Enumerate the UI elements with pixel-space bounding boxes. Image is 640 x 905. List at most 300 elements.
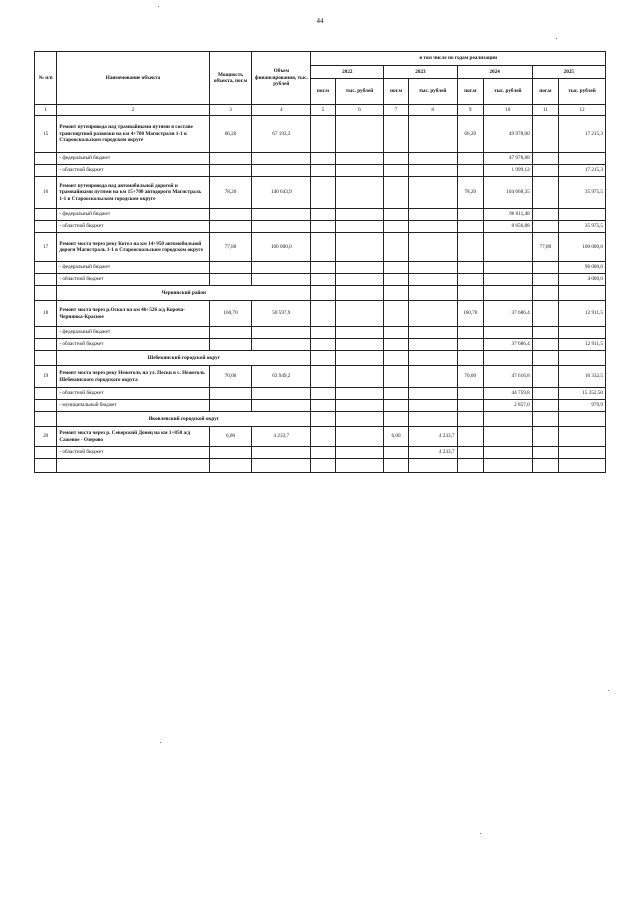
empty-cell [311, 459, 335, 473]
scan-speck [160, 742, 161, 743]
scan-speck [480, 833, 481, 834]
amount-2022-cell [335, 165, 384, 177]
amount-2022-cell [335, 221, 384, 233]
capacity-cell [209, 388, 252, 400]
length-2025-cell [532, 274, 558, 286]
amount-2025-cell [559, 327, 606, 339]
length-2023-cell [384, 339, 408, 351]
amount-2024-cell [483, 274, 532, 286]
object-name: Ремонт моста через реку Котел на км 14+950 автомобильной дороги Магистраль 1-1 в Старооскольском городском округе [57, 233, 209, 262]
header-by-years: в том числе по годам реализации [311, 52, 606, 66]
section-num-cell [35, 412, 57, 427]
row-number: 20 [35, 427, 57, 447]
length-2024-cell: 66,20 [457, 116, 483, 153]
length-2022-cell [311, 221, 335, 233]
amount-2025-cell: 12 911,5 [559, 301, 606, 327]
length-2024-cell [457, 388, 483, 400]
amount-2022-cell [335, 116, 384, 153]
empty-cell [559, 412, 606, 427]
column-number: 4 [252, 105, 311, 116]
length-2023-cell [384, 366, 408, 388]
header-unit-m: пог.м [311, 79, 335, 105]
amount-2022-cell [335, 388, 384, 400]
object-row [35, 366, 606, 388]
column-number: 11 [532, 105, 558, 116]
scan-speck [608, 690, 609, 691]
length-2025-cell [532, 209, 558, 221]
capacity-cell: 70,00 [209, 366, 252, 388]
length-2023-cell [384, 116, 408, 153]
amount-2024-cell: 37 686,4 [483, 339, 532, 351]
amount-2024-cell: 44 759,8 [483, 388, 532, 400]
table-body [35, 116, 606, 473]
length-2023-cell [384, 447, 408, 459]
object-name: Ремонт моста через р. Северский Донец на км 1+850 а/д Саженое - Озерово [57, 427, 209, 447]
length-2022-cell [311, 209, 335, 221]
column-number: 9 [457, 105, 483, 116]
column-number: 8 [408, 105, 457, 116]
length-2025-cell [532, 301, 558, 327]
amount-2024-cell: 1 999,12 [483, 165, 532, 177]
length-2025-cell [532, 366, 558, 388]
empty-cell [335, 351, 384, 366]
row-number [35, 153, 57, 165]
length-2025-cell [532, 153, 558, 165]
amount-2025-cell: 35 975,5 [559, 177, 606, 209]
length-2025-cell [532, 221, 558, 233]
header-capacity: Мощность объекта, пог.м [209, 52, 252, 105]
row-number [35, 165, 57, 177]
length-2022-cell [311, 165, 335, 177]
total-cell [252, 339, 311, 351]
amount-2025-cell: 17 215,3 [559, 165, 606, 177]
empty-cell [457, 286, 483, 301]
amount-2024-cell [483, 427, 532, 447]
empty-cell [209, 459, 252, 473]
object-name: Ремонт путепровода над трамвайными путями в составе транспортной развязки на км 4+700 Магистрали 1-1 в Старооскольском городском округе [57, 116, 209, 153]
capacity-cell [209, 339, 252, 351]
row-number [35, 447, 57, 459]
amount-2022-cell [335, 233, 384, 262]
object-row [35, 301, 606, 327]
capacity-cell: 6,00 [209, 427, 252, 447]
length-2023-cell [384, 165, 408, 177]
amount-2024-cell: 49 978,00 [483, 116, 532, 153]
empty-cell [483, 351, 532, 366]
empty-cell [483, 412, 532, 427]
length-2023-cell [384, 233, 408, 262]
header-unit-rub: тыс. рублей [483, 79, 532, 105]
amount-2024-cell: 47 978,88 [483, 153, 532, 165]
length-2022-cell [311, 388, 335, 400]
capacity-cell: 160,70 [209, 301, 252, 327]
length-2025-cell [532, 447, 558, 459]
total-cell [252, 165, 311, 177]
length-2023-cell [384, 177, 408, 209]
length-2022-cell [311, 400, 335, 412]
capacity-cell [209, 262, 252, 274]
empty-cell [532, 286, 558, 301]
amount-2024-cell: 37 686,4 [483, 301, 532, 327]
total-cell [252, 153, 311, 165]
amount-2023-cell [408, 400, 457, 412]
row-number [35, 262, 57, 274]
length-2023-cell [384, 262, 408, 274]
total-cell [252, 388, 311, 400]
length-2022-cell [311, 262, 335, 274]
funding-source-name: - федеральный бюджет [57, 262, 209, 274]
column-number: 6 [335, 105, 384, 116]
amount-2022-cell [335, 339, 384, 351]
amount-2024-cell [483, 262, 532, 274]
header-year: 2024 [457, 66, 532, 79]
column-number: 12 [559, 105, 606, 116]
length-2023-cell [384, 153, 408, 165]
length-2022-cell [311, 233, 335, 262]
empty-cell [457, 412, 483, 427]
length-2023-cell [384, 209, 408, 221]
amount-2024-cell [483, 447, 532, 459]
amount-2022-cell [335, 274, 384, 286]
row-number [35, 327, 57, 339]
funding-source-name: - областной бюджет [57, 221, 209, 233]
length-2022-cell [311, 447, 335, 459]
row-number [35, 274, 57, 286]
amount-2023-cell [408, 177, 457, 209]
empty-cell [408, 286, 457, 301]
amount-2022-cell [335, 301, 384, 327]
amount-2023-cell [408, 274, 457, 286]
header-unit-rub: тыс. рублей [408, 79, 457, 105]
scan-speck [556, 38, 557, 39]
header-year: 2022 [311, 66, 384, 79]
funding-source-row [35, 209, 606, 221]
capacity-cell [209, 400, 252, 412]
length-2022-cell [311, 327, 335, 339]
length-2024-cell [457, 274, 483, 286]
amount-2022-cell [335, 327, 384, 339]
length-2024-cell [457, 400, 483, 412]
length-2023-cell: 6,00 [384, 427, 408, 447]
length-2025-cell [532, 400, 558, 412]
capacity-cell: 66,20 [209, 116, 252, 153]
column-number: 1 [35, 105, 57, 116]
empty-cell [559, 351, 606, 366]
length-2024-cell: 78,20 [457, 177, 483, 209]
column-number-row [35, 105, 606, 116]
section-num-cell [35, 286, 57, 301]
header-year: 2025 [532, 66, 605, 79]
funding-source-row [35, 221, 606, 233]
capacity-cell [209, 274, 252, 286]
length-2023-cell [384, 327, 408, 339]
amount-2024-cell: 104 668,35 [483, 177, 532, 209]
empty-cell [408, 412, 457, 427]
row-number: 16 [35, 177, 57, 209]
section-num-cell [35, 351, 57, 366]
empty-cell [384, 351, 408, 366]
length-2024-cell: 70,00 [457, 366, 483, 388]
amount-2022-cell [335, 427, 384, 447]
row-number [35, 209, 57, 221]
amount-2022-cell [335, 262, 384, 274]
capacity-cell: 77,80 [209, 233, 252, 262]
object-name: Ремонт моста через реку Нежеголь на ул. Пески в с. Нежеголь Шебекинского городского округа [57, 366, 209, 388]
capacity-cell: 78,20 [209, 177, 252, 209]
length-2024-cell [457, 262, 483, 274]
header-unit-rub: тыс. рублей [335, 79, 384, 105]
amount-2025-cell: 96 000,0 [559, 262, 606, 274]
empty-cell [335, 412, 384, 427]
length-2022-cell [311, 301, 335, 327]
amount-2023-cell [408, 221, 457, 233]
object-row [35, 427, 606, 447]
header-object-name: Наименование объекта [57, 52, 209, 105]
funding-source-name: - федеральный бюджет [57, 209, 209, 221]
amount-2025-cell: 35 975,5 [559, 221, 606, 233]
amount-2022-cell [335, 177, 384, 209]
length-2022-cell [311, 427, 335, 447]
capacity-cell [209, 165, 252, 177]
amount-2025-cell: 16 332,5 [559, 366, 606, 388]
amount-2023-cell [408, 339, 457, 351]
row-number [35, 400, 57, 412]
header-unit-m: пог.м [532, 79, 558, 105]
total-cell: 63 949,2 [252, 366, 311, 388]
length-2024-cell: 160,70 [457, 301, 483, 327]
financing-table [34, 51, 606, 473]
empty-cell [384, 459, 408, 473]
object-name: Ремонт моста через р.Оскол на км 46+526 а/д Короча-Чернянка-Красное [57, 301, 209, 327]
empty-cell [35, 459, 57, 473]
column-number: 7 [384, 105, 408, 116]
total-cell [252, 327, 311, 339]
amount-2024-cell: 96 011,48 [483, 209, 532, 221]
length-2025-cell [532, 116, 558, 153]
empty-cell [483, 286, 532, 301]
length-2024-cell [457, 447, 483, 459]
length-2022-cell [311, 339, 335, 351]
total-cell: 67 193,3 [252, 116, 311, 153]
row-number [35, 339, 57, 351]
section-title: Шебекинский городской округ [57, 351, 311, 366]
funding-source-name: - муниципальный бюджет [57, 400, 209, 412]
funding-source-row [35, 388, 606, 400]
length-2023-cell [384, 400, 408, 412]
empty-cell [311, 351, 335, 366]
length-2022-cell [311, 366, 335, 388]
length-2022-cell [311, 274, 335, 286]
scan-speck [158, 6, 159, 7]
funding-source-row [35, 153, 606, 165]
capacity-cell [209, 327, 252, 339]
amount-2024-cell: 47 616,8 [483, 366, 532, 388]
empty-cell [384, 412, 408, 427]
funding-source-name: - областной бюджет [57, 165, 209, 177]
amount-2024-cell: 8 656,88 [483, 221, 532, 233]
empty-cell [408, 459, 457, 473]
amount-2025-cell: 100 000,0 [559, 233, 606, 262]
length-2025-cell [532, 262, 558, 274]
column-number: 5 [311, 105, 335, 116]
amount-2024-cell [483, 327, 532, 339]
funding-source-row [35, 274, 606, 286]
total-cell: 100 000,0 [252, 233, 311, 262]
amount-2023-cell [408, 262, 457, 274]
column-number: 3 [209, 105, 252, 116]
header-unit-m: пог.м [384, 79, 408, 105]
total-cell [252, 209, 311, 221]
length-2022-cell [311, 153, 335, 165]
empty-cell [335, 286, 384, 301]
length-2022-cell [311, 177, 335, 209]
total-cell [252, 221, 311, 233]
funding-source-name: - областной бюджет [57, 447, 209, 459]
total-cell [252, 274, 311, 286]
amount-2025-cell [559, 153, 606, 165]
length-2023-cell [384, 301, 408, 327]
length-2023-cell [384, 274, 408, 286]
object-row [35, 177, 606, 209]
empty-cell [57, 459, 209, 473]
amount-2023-cell [408, 388, 457, 400]
amount-2025-cell: 17 215,3 [559, 116, 606, 153]
section-row [35, 286, 606, 301]
object-name: Ремонт путепровода над автомобильной дорогой и трамвайными путями на км 15+700 автодороги Магистраль 1-1 в Старооскольском городском округе [57, 177, 209, 209]
empty-cell [559, 459, 606, 473]
length-2024-cell [457, 233, 483, 262]
capacity-cell [209, 209, 252, 221]
length-2024-cell [457, 427, 483, 447]
length-2025-cell [532, 165, 558, 177]
amount-2024-cell [483, 233, 532, 262]
object-row [35, 116, 606, 153]
length-2024-cell [457, 327, 483, 339]
section-row [35, 412, 606, 427]
total-cell [252, 400, 311, 412]
length-2025-cell [532, 388, 558, 400]
funding-source-name: - федеральный бюджет [57, 327, 209, 339]
amount-2023-cell [408, 116, 457, 153]
length-2025-cell [532, 427, 558, 447]
amount-2022-cell [335, 366, 384, 388]
capacity-cell [209, 221, 252, 233]
header-year: 2023 [384, 66, 457, 79]
length-2025-cell: 77,80 [532, 233, 558, 262]
empty-cell [384, 286, 408, 301]
empty-cell [532, 412, 558, 427]
row-number: 15 [35, 116, 57, 153]
amount-2022-cell [335, 153, 384, 165]
funding-source-row [35, 400, 606, 412]
length-2025-cell [532, 327, 558, 339]
length-2024-cell [457, 153, 483, 165]
column-number: 2 [57, 105, 209, 116]
amount-2025-cell: 15 352,50 [559, 388, 606, 400]
row-number [35, 388, 57, 400]
funding-source-row [35, 339, 606, 351]
empty-cell [311, 286, 335, 301]
length-2024-cell [457, 165, 483, 177]
empty-cell [457, 459, 483, 473]
header-num: № п/п [35, 52, 57, 105]
amount-2025-cell: 979,9 [559, 400, 606, 412]
funding-source-name: - федеральный бюджет [57, 153, 209, 165]
empty-cell [532, 459, 558, 473]
empty-cell [559, 286, 606, 301]
funding-source-row [35, 327, 606, 339]
page-number: 44 [316, 17, 324, 25]
funding-source-row [35, 165, 606, 177]
capacity-cell [209, 153, 252, 165]
row-number: 17 [35, 233, 57, 262]
header-unit-m: пог.м [457, 79, 483, 105]
amount-2023-cell: 4 233,7 [408, 447, 457, 459]
blank-row [35, 459, 606, 473]
length-2024-cell [457, 209, 483, 221]
funding-source-row [35, 262, 606, 274]
capacity-cell [209, 447, 252, 459]
column-number: 10 [483, 105, 532, 116]
empty-cell [252, 459, 311, 473]
total-cell [252, 447, 311, 459]
amount-2023-cell: 4 233,7 [408, 427, 457, 447]
empty-cell [532, 351, 558, 366]
amount-2025-cell [559, 447, 606, 459]
total-cell: 4 233,7 [252, 427, 311, 447]
empty-cell [408, 351, 457, 366]
header-unit-rub: тыс. рублей [559, 79, 606, 105]
length-2025-cell [532, 177, 558, 209]
funding-source-name: - областной бюджет [57, 274, 209, 286]
header-financing: Объем финансирования, тыс. рублей [252, 52, 311, 105]
length-2023-cell [384, 388, 408, 400]
amount-2023-cell [408, 327, 457, 339]
section-row [35, 351, 606, 366]
amount-2023-cell [408, 301, 457, 327]
amount-2025-cell: 4 000,0 [559, 274, 606, 286]
amount-2023-cell [408, 165, 457, 177]
length-2024-cell [457, 221, 483, 233]
total-cell [252, 262, 311, 274]
object-row [35, 233, 606, 262]
amount-2023-cell [408, 366, 457, 388]
empty-cell [335, 459, 384, 473]
length-2024-cell [457, 339, 483, 351]
empty-cell [311, 412, 335, 427]
amount-2023-cell [408, 153, 457, 165]
amount-2025-cell [559, 427, 606, 447]
total-cell: 50 597,9 [252, 301, 311, 327]
funding-source-name: - областной бюджет [57, 388, 209, 400]
total-cell: 140 643,9 [252, 177, 311, 209]
section-title: Яковлевский городской округ [57, 412, 311, 427]
row-number [35, 221, 57, 233]
amount-2024-cell: 2 857,0 [483, 400, 532, 412]
amount-2023-cell [408, 233, 457, 262]
amount-2025-cell [559, 209, 606, 221]
amount-2025-cell: 12 911,5 [559, 339, 606, 351]
funding-source-name: - областной бюджет [57, 339, 209, 351]
row-number: 19 [35, 366, 57, 388]
funding-source-row [35, 447, 606, 459]
amount-2023-cell [408, 209, 457, 221]
row-number: 18 [35, 301, 57, 327]
length-2022-cell [311, 116, 335, 153]
section-title: Чернянский район [57, 286, 311, 301]
length-2023-cell [384, 221, 408, 233]
length-2025-cell [532, 339, 558, 351]
